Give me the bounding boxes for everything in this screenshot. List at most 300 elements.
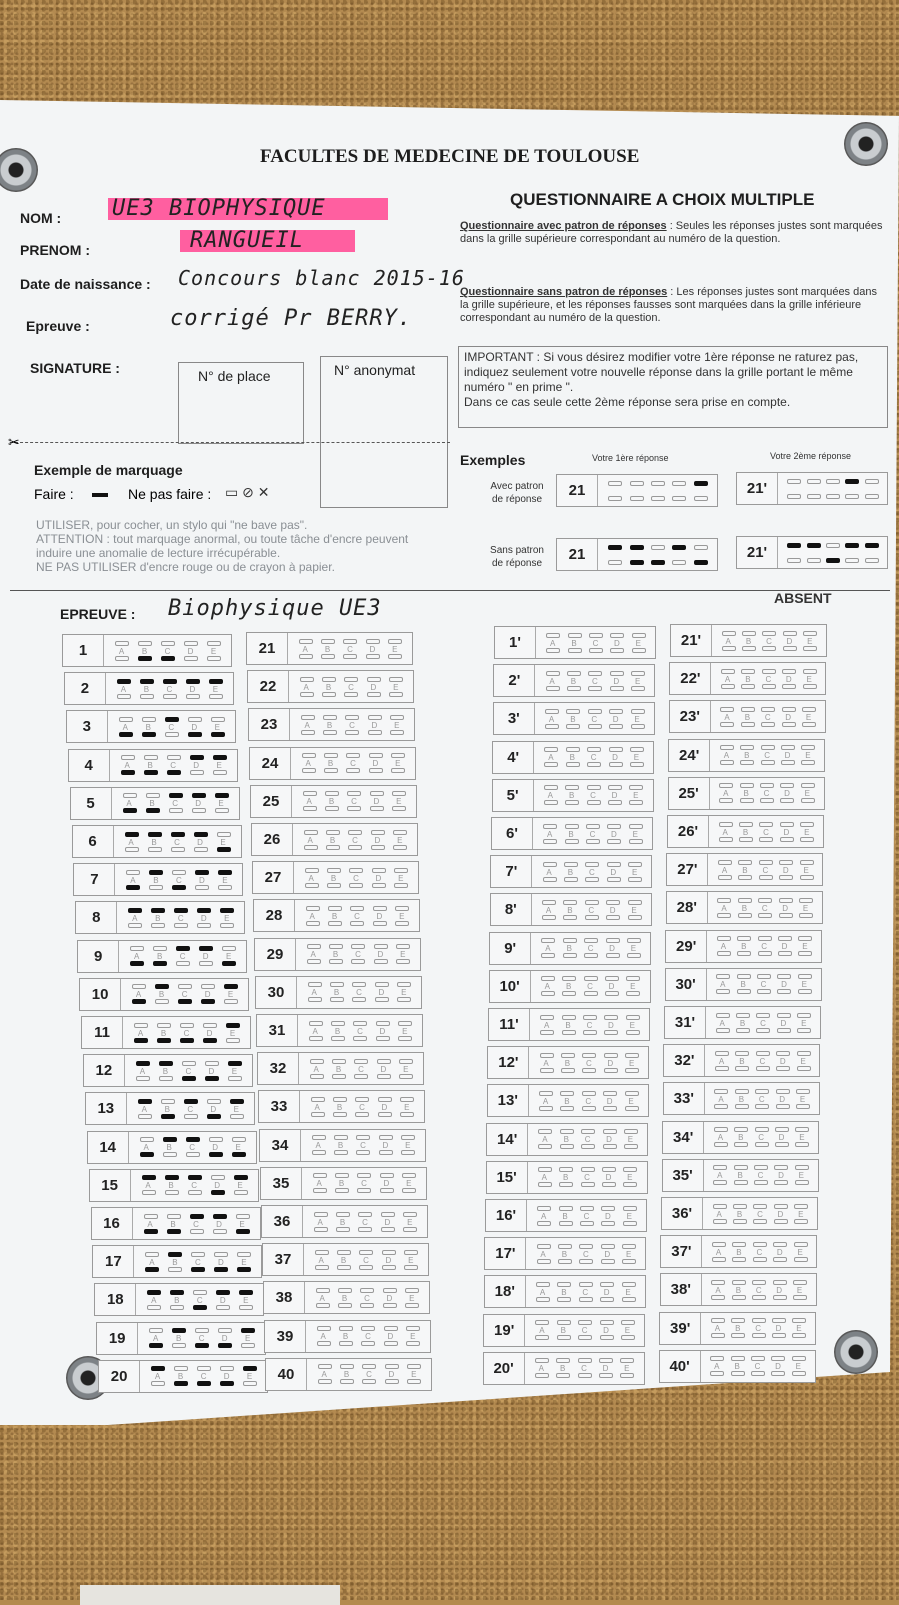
- answer-row[interactable]: [666, 891, 823, 924]
- answer-bubble-d[interactable]: D: [608, 708, 623, 730]
- answer-bubble-b[interactable]: B: [152, 945, 167, 967]
- answer-bubble-a[interactable]: A: [714, 1050, 729, 1072]
- answer-bubble-b[interactable]: B: [331, 1058, 346, 1080]
- answer-bubble-b[interactable]: B: [171, 1327, 186, 1349]
- answer-bubble-e[interactable]: E: [794, 1126, 809, 1148]
- answer-bubble-d[interactable]: D: [219, 1365, 234, 1387]
- answer-bubble-d[interactable]: D: [368, 752, 383, 774]
- answer-bubble-c[interactable]: C: [754, 1088, 769, 1110]
- answer-bubble-c[interactable]: C: [345, 752, 360, 774]
- answer-bubble-c[interactable]: C: [347, 829, 362, 851]
- answer-bubble-a[interactable]: A: [711, 1241, 726, 1263]
- answer-bubble-e[interactable]: E: [391, 790, 406, 812]
- answer-bubble-e[interactable]: E: [624, 1052, 639, 1074]
- answer-row[interactable]: [663, 1082, 820, 1115]
- answer-bubble-b[interactable]: B: [565, 746, 580, 768]
- answer-bubble-b[interactable]: B: [148, 869, 163, 891]
- answer-bubble-a[interactable]: A: [131, 983, 146, 1005]
- answer-row[interactable]: [264, 1320, 431, 1353]
- answer-bubble-d[interactable]: D: [772, 1279, 787, 1301]
- answer-bubble-c[interactable]: C: [355, 1134, 370, 1156]
- answer-bubble-b[interactable]: B: [736, 973, 751, 995]
- answer-bubble-a[interactable]: A: [715, 973, 730, 995]
- answer-bubble-c[interactable]: C: [758, 821, 773, 843]
- answer-row[interactable]: [484, 1275, 646, 1308]
- answer-bubble-e[interactable]: E: [240, 1327, 255, 1349]
- answer-bubble-d[interactable]: D: [602, 1128, 617, 1150]
- answer-bubble-b[interactable]: B: [730, 1355, 745, 1377]
- answer-bubble-b[interactable]: B: [730, 1317, 745, 1339]
- answer-bubble-a[interactable]: A: [719, 744, 734, 766]
- answer-bubble-c[interactable]: C: [584, 861, 599, 883]
- answer-bubble-a[interactable]: A: [114, 640, 129, 662]
- answer-bubble-a[interactable]: A: [545, 670, 560, 692]
- answer-bubble-a[interactable]: A: [712, 1164, 727, 1186]
- answer-bubble-e[interactable]: E: [387, 638, 402, 660]
- answer-bubble-e[interactable]: E: [800, 744, 815, 766]
- answer-bubble-d[interactable]: D: [382, 1287, 397, 1309]
- answer-bubble-c[interactable]: C: [582, 1014, 597, 1036]
- answer-bubble-b[interactable]: B: [156, 1022, 171, 1044]
- answer-row[interactable]: [263, 1281, 430, 1314]
- answer-bubble-a[interactable]: A: [537, 1128, 552, 1150]
- answer-row[interactable]: [670, 624, 827, 657]
- answer-row[interactable]: [666, 853, 823, 886]
- answer-bubble-b[interactable]: B: [326, 867, 341, 889]
- answer-bubble-a[interactable]: A: [299, 676, 314, 698]
- answer-bubble-b[interactable]: B: [325, 829, 340, 851]
- answer-row[interactable]: [64, 672, 234, 705]
- answer-bubble-c[interactable]: C: [584, 899, 599, 921]
- answer-bubble-b[interactable]: B: [332, 1096, 347, 1118]
- answer-bubble-a[interactable]: A: [307, 981, 322, 1003]
- answer-bubble-a[interactable]: A: [717, 859, 732, 881]
- answer-row[interactable]: [668, 777, 825, 810]
- answer-bubble-d[interactable]: D: [778, 897, 793, 919]
- answer-row[interactable]: [94, 1283, 264, 1316]
- answer-bubble-b[interactable]: B: [563, 861, 578, 883]
- answer-row[interactable]: [661, 1197, 818, 1230]
- answer-bubble-c[interactable]: C: [577, 1357, 592, 1379]
- answer-bubble-c[interactable]: C: [580, 1166, 595, 1188]
- answer-bubble-d[interactable]: D: [775, 1088, 790, 1110]
- answer-bubble-a[interactable]: A: [144, 1251, 159, 1273]
- answer-bubble-d[interactable]: D: [779, 782, 794, 804]
- answer-bubble-a[interactable]: A: [148, 1327, 163, 1349]
- answer-bubble-d[interactable]: D: [609, 632, 624, 654]
- answer-bubble-e[interactable]: E: [621, 1243, 636, 1265]
- answer-bubble-b[interactable]: B: [738, 821, 753, 843]
- answer-bubble-c[interactable]: C: [189, 1213, 204, 1235]
- answer-bubble-e[interactable]: E: [796, 1050, 811, 1072]
- answer-bubble-e[interactable]: E: [393, 867, 408, 889]
- answer-row[interactable]: [81, 1016, 251, 1049]
- answer-bubble-a[interactable]: A: [712, 1203, 727, 1225]
- answer-bubble-e[interactable]: E: [620, 1319, 635, 1341]
- answer-bubble-a[interactable]: A: [305, 905, 320, 927]
- answer-bubble-b[interactable]: B: [158, 1060, 173, 1082]
- answer-row[interactable]: [258, 1090, 425, 1123]
- answer-bubble-b[interactable]: B: [567, 632, 582, 654]
- answer-bubble-d[interactable]: D: [369, 790, 384, 812]
- answer-bubble-e[interactable]: E: [403, 1249, 418, 1271]
- answer-bubble-b[interactable]: B: [556, 1319, 571, 1341]
- answer-bubble-e[interactable]: E: [625, 975, 640, 997]
- answer-bubble-a[interactable]: A: [127, 907, 142, 929]
- answer-bubble-a[interactable]: A: [317, 1363, 332, 1385]
- answer-bubble-c[interactable]: C: [181, 1060, 196, 1082]
- answer-row[interactable]: [492, 741, 654, 774]
- answer-bubble-c[interactable]: C: [196, 1365, 211, 1387]
- answer-bubble-b[interactable]: B: [733, 1164, 748, 1186]
- answer-row[interactable]: [246, 632, 413, 665]
- answer-bubble-d[interactable]: D: [377, 1096, 392, 1118]
- answer-row[interactable]: [251, 823, 418, 856]
- answer-bubble-c[interactable]: C: [586, 784, 601, 806]
- answer-row[interactable]: [68, 749, 238, 782]
- answer-bubble-e[interactable]: E: [231, 1136, 246, 1158]
- answer-bubble-d[interactable]: D: [183, 640, 198, 662]
- answer-bubble-c[interactable]: C: [160, 640, 175, 662]
- answer-bubble-e[interactable]: E: [406, 1363, 421, 1385]
- answer-bubble-a[interactable]: A: [543, 784, 558, 806]
- answer-bubble-a[interactable]: A: [718, 821, 733, 843]
- answer-bubble-c[interactable]: C: [751, 1317, 766, 1339]
- answer-bubble-d[interactable]: D: [607, 784, 622, 806]
- answer-row[interactable]: [662, 1159, 819, 1192]
- answer-bubble-a[interactable]: A: [311, 1134, 326, 1156]
- answer-bubble-e[interactable]: E: [219, 907, 234, 929]
- answer-bubble-d[interactable]: D: [202, 1022, 217, 1044]
- answer-bubble-d[interactable]: D: [198, 945, 213, 967]
- answer-bubble-b[interactable]: B: [143, 754, 158, 776]
- answer-bubble-b[interactable]: B: [557, 1243, 572, 1265]
- answer-bubble-b[interactable]: B: [334, 1172, 349, 1194]
- answer-bubble-c[interactable]: C: [185, 1136, 200, 1158]
- answer-bubble-b[interactable]: B: [164, 1174, 179, 1196]
- answer-row[interactable]: [662, 1121, 819, 1154]
- answer-bubble-b[interactable]: B: [137, 640, 152, 662]
- answer-bubble-d[interactable]: D: [600, 1205, 615, 1227]
- answer-bubble-d[interactable]: D: [600, 1243, 615, 1265]
- answer-bubble-c[interactable]: C: [343, 676, 358, 698]
- answer-bubble-e[interactable]: E: [628, 823, 643, 845]
- answer-bubble-d[interactable]: D: [603, 1052, 618, 1074]
- answer-bubble-c[interactable]: C: [587, 708, 602, 730]
- answer-bubble-e[interactable]: E: [405, 1325, 420, 1347]
- answer-bubble-c[interactable]: C: [755, 1012, 770, 1034]
- answer-bubble-d[interactable]: D: [191, 792, 206, 814]
- answer-bubble-a[interactable]: A: [309, 1058, 324, 1080]
- answer-bubble-b[interactable]: B: [139, 678, 154, 700]
- answer-bubble-a[interactable]: A: [543, 746, 558, 768]
- answer-bubble-e[interactable]: E: [627, 861, 642, 883]
- answer-bubble-b[interactable]: B: [336, 1249, 351, 1271]
- answer-bubble-e[interactable]: E: [396, 981, 411, 1003]
- answer-bubble-c[interactable]: C: [583, 937, 598, 959]
- answer-bubble-c[interactable]: C: [346, 790, 361, 812]
- answer-row[interactable]: [484, 1237, 646, 1270]
- answer-bubble-e[interactable]: E: [398, 1058, 413, 1080]
- answer-row[interactable]: [486, 1161, 648, 1194]
- answer-row[interactable]: [265, 1358, 432, 1391]
- answer-bubble-d[interactable]: D: [781, 668, 796, 690]
- answer-row[interactable]: [489, 932, 651, 965]
- answer-bubble-b[interactable]: B: [167, 1251, 182, 1273]
- answer-bubble-c[interactable]: C: [164, 716, 179, 738]
- answer-bubble-b[interactable]: B: [162, 1136, 177, 1158]
- answer-bubble-d[interactable]: D: [606, 861, 621, 883]
- answer-row[interactable]: [62, 634, 232, 667]
- answer-bubble-d[interactable]: D: [379, 1172, 394, 1194]
- answer-bubble-a[interactable]: A: [120, 754, 135, 776]
- answer-bubble-e[interactable]: E: [236, 1251, 251, 1273]
- answer-bubble-b[interactable]: B: [145, 792, 160, 814]
- answer-bubble-a[interactable]: A: [135, 1060, 150, 1082]
- answer-bubble-e[interactable]: E: [629, 746, 644, 768]
- answer-bubble-e[interactable]: E: [791, 1355, 806, 1377]
- answer-bubble-a[interactable]: A: [129, 945, 144, 967]
- answer-bubble-b[interactable]: B: [739, 782, 754, 804]
- answer-bubble-d[interactable]: D: [193, 831, 208, 853]
- answer-bubble-d[interactable]: D: [381, 1249, 396, 1271]
- answer-bubble-d[interactable]: D: [194, 869, 209, 891]
- answer-bubble-a[interactable]: A: [542, 861, 557, 883]
- answer-bubble-d[interactable]: D: [604, 975, 619, 997]
- answer-bubble-c[interactable]: C: [760, 744, 775, 766]
- answer-bubble-a[interactable]: A: [538, 1090, 553, 1112]
- answer-bubble-a[interactable]: A: [316, 1325, 331, 1347]
- answer-bubble-a[interactable]: A: [122, 792, 137, 814]
- answer-bubble-b[interactable]: B: [338, 1325, 353, 1347]
- answer-bubble-e[interactable]: E: [798, 897, 813, 919]
- answer-bubble-c[interactable]: C: [761, 668, 776, 690]
- answer-bubble-d[interactable]: D: [215, 1289, 230, 1311]
- answer-bubble-b[interactable]: B: [741, 630, 756, 652]
- answer-bubble-d[interactable]: D: [384, 1363, 399, 1385]
- answer-row[interactable]: [483, 1352, 645, 1385]
- answer-bubble-b[interactable]: B: [740, 706, 755, 728]
- answer-bubble-e[interactable]: E: [397, 1020, 412, 1042]
- answer-bubble-d[interactable]: D: [380, 1211, 395, 1233]
- answer-bubble-b[interactable]: B: [154, 983, 169, 1005]
- answer-bubble-c[interactable]: C: [171, 869, 186, 891]
- answer-row[interactable]: [96, 1322, 266, 1355]
- answer-bubble-a[interactable]: A: [534, 1357, 549, 1379]
- answer-bubble-d[interactable]: D: [608, 746, 623, 768]
- answer-bubble-c[interactable]: C: [753, 1164, 768, 1186]
- answer-bubble-e[interactable]: E: [388, 676, 403, 698]
- answer-bubble-e[interactable]: E: [625, 1014, 640, 1036]
- answer-bubble-c[interactable]: C: [190, 1251, 205, 1273]
- answer-row[interactable]: [259, 1129, 426, 1162]
- answer-bubble-d[interactable]: D: [599, 1319, 614, 1341]
- answer-bubble-a[interactable]: A: [143, 1213, 158, 1235]
- answer-bubble-c[interactable]: C: [578, 1243, 593, 1265]
- answer-bubble-b[interactable]: B: [561, 975, 576, 997]
- answer-bubble-d[interactable]: D: [210, 1174, 225, 1196]
- answer-bubble-d[interactable]: D: [606, 823, 621, 845]
- answer-bubble-d[interactable]: D: [367, 714, 382, 736]
- answer-bubble-d[interactable]: D: [776, 973, 791, 995]
- answer-bubble-b[interactable]: B: [740, 668, 755, 690]
- answer-bubble-e[interactable]: E: [619, 1357, 634, 1379]
- answer-bubble-b[interactable]: B: [734, 1050, 749, 1072]
- answer-bubble-b[interactable]: B: [737, 897, 752, 919]
- answer-row[interactable]: [487, 1046, 649, 1079]
- answer-bubble-d[interactable]: D: [781, 706, 796, 728]
- answer-row[interactable]: [486, 1123, 648, 1156]
- answer-bubble-d[interactable]: D: [773, 1203, 788, 1225]
- answer-row[interactable]: [248, 708, 415, 741]
- answer-bubble-e[interactable]: E: [631, 632, 646, 654]
- answer-bubble-c[interactable]: C: [353, 1058, 368, 1080]
- answer-bubble-b[interactable]: B: [739, 744, 754, 766]
- answer-bubble-e[interactable]: E: [793, 1203, 808, 1225]
- answer-row[interactable]: [89, 1169, 259, 1202]
- answer-row[interactable]: [668, 739, 825, 772]
- answer-bubble-e[interactable]: E: [210, 716, 225, 738]
- answer-bubble-e[interactable]: E: [622, 1166, 637, 1188]
- answer-row[interactable]: [91, 1207, 261, 1240]
- answer-bubble-d[interactable]: D: [212, 1213, 227, 1235]
- answer-bubble-a[interactable]: A: [716, 897, 731, 919]
- answer-bubble-e[interactable]: E: [792, 1279, 807, 1301]
- answer-bubble-d[interactable]: D: [375, 1020, 390, 1042]
- answer-bubble-a[interactable]: A: [312, 1172, 327, 1194]
- answer-bubble-a[interactable]: A: [718, 782, 733, 804]
- answer-bubble-a[interactable]: A: [302, 790, 317, 812]
- answer-bubble-b[interactable]: B: [335, 1211, 350, 1233]
- answer-bubble-d[interactable]: D: [373, 943, 388, 965]
- answer-bubble-a[interactable]: A: [313, 1211, 328, 1233]
- answer-bubble-c[interactable]: C: [351, 981, 366, 1003]
- answer-row[interactable]: [255, 976, 422, 1009]
- answer-bubble-a[interactable]: A: [298, 638, 313, 660]
- answer-bubble-e[interactable]: E: [626, 937, 641, 959]
- answer-bubble-c[interactable]: C: [359, 1287, 374, 1309]
- answer-bubble-c[interactable]: C: [162, 678, 177, 700]
- answer-bubble-b[interactable]: B: [733, 1126, 748, 1148]
- answer-row[interactable]: [660, 1273, 817, 1306]
- answer-bubble-a[interactable]: A: [710, 1279, 725, 1301]
- answer-row[interactable]: [659, 1312, 816, 1345]
- answer-bubble-e[interactable]: E: [791, 1317, 806, 1339]
- answer-bubble-c[interactable]: C: [192, 1289, 207, 1311]
- answer-row[interactable]: [256, 1014, 423, 1047]
- answer-bubble-e[interactable]: E: [624, 1090, 639, 1112]
- answer-row[interactable]: [98, 1360, 268, 1393]
- answer-bubble-a[interactable]: A: [710, 1317, 725, 1339]
- answer-bubble-a[interactable]: A: [535, 1281, 550, 1303]
- answer-bubble-d[interactable]: D: [776, 1012, 791, 1034]
- answer-bubble-e[interactable]: E: [796, 1012, 811, 1034]
- answer-bubble-c[interactable]: C: [751, 1279, 766, 1301]
- answer-bubble-b[interactable]: B: [564, 823, 579, 845]
- answer-bubble-a[interactable]: A: [542, 823, 557, 845]
- answer-bubble-c[interactable]: C: [177, 983, 192, 1005]
- answer-bubble-c[interactable]: C: [342, 638, 357, 660]
- answer-bubble-b[interactable]: B: [321, 676, 336, 698]
- answer-bubble-c[interactable]: C: [581, 1090, 596, 1112]
- answer-row[interactable]: [257, 1052, 424, 1085]
- answer-bubble-d[interactable]: D: [773, 1164, 788, 1186]
- answer-bubble-d[interactable]: D: [770, 1355, 785, 1377]
- answer-row[interactable]: [73, 863, 243, 896]
- answer-bubble-d[interactable]: D: [772, 1241, 787, 1263]
- answer-bubble-c[interactable]: C: [577, 1319, 592, 1341]
- answer-bubble-d[interactable]: D: [206, 1098, 221, 1120]
- answer-bubble-c[interactable]: C: [754, 1126, 769, 1148]
- answer-bubble-d[interactable]: D: [599, 1281, 614, 1303]
- answer-bubble-a[interactable]: A: [534, 1319, 549, 1341]
- answer-bubble-d[interactable]: D: [371, 867, 386, 889]
- answer-row[interactable]: [72, 825, 242, 858]
- answer-bubble-c[interactable]: C: [578, 1281, 593, 1303]
- answer-bubble-d[interactable]: D: [779, 821, 794, 843]
- answer-bubble-b[interactable]: B: [558, 1166, 573, 1188]
- answer-bubble-e[interactable]: E: [392, 829, 407, 851]
- answer-bubble-d[interactable]: D: [378, 1134, 393, 1156]
- answer-row[interactable]: [83, 1054, 253, 1087]
- answer-bubble-e[interactable]: E: [390, 752, 405, 774]
- answer-bubble-b[interactable]: B: [731, 1241, 746, 1263]
- answer-bubble-b[interactable]: B: [558, 1205, 573, 1227]
- answer-row[interactable]: [490, 893, 652, 926]
- answer-row[interactable]: [490, 855, 652, 888]
- answer-bubble-e[interactable]: E: [400, 1134, 415, 1156]
- answer-bubble-e[interactable]: E: [802, 668, 817, 690]
- answer-bubble-c[interactable]: C: [349, 905, 364, 927]
- answer-bubble-b[interactable]: B: [734, 1088, 749, 1110]
- answer-bubble-b[interactable]: B: [560, 1052, 575, 1074]
- answer-row[interactable]: [75, 901, 245, 934]
- answer-bubble-a[interactable]: A: [545, 632, 560, 654]
- answer-row[interactable]: [92, 1245, 262, 1278]
- answer-bubble-b[interactable]: B: [322, 714, 337, 736]
- answer-bubble-c[interactable]: C: [755, 1050, 770, 1072]
- answer-bubble-a[interactable]: A: [301, 752, 316, 774]
- answer-bubble-d[interactable]: D: [605, 937, 620, 959]
- answer-row[interactable]: [483, 1314, 645, 1347]
- answer-bubble-a[interactable]: A: [716, 935, 731, 957]
- answer-bubble-d[interactable]: D: [601, 1166, 616, 1188]
- answer-bubble-d[interactable]: D: [775, 1050, 790, 1072]
- answer-bubble-e[interactable]: E: [208, 678, 223, 700]
- answer-bubble-b[interactable]: B: [160, 1098, 175, 1120]
- answer-bubble-c[interactable]: C: [587, 670, 602, 692]
- answer-row[interactable]: [87, 1131, 257, 1164]
- answer-bubble-e[interactable]: E: [797, 935, 812, 957]
- answer-bubble-c[interactable]: C: [170, 831, 185, 853]
- answer-bubble-c[interactable]: C: [756, 973, 771, 995]
- answer-bubble-e[interactable]: E: [627, 899, 642, 921]
- answer-bubble-b[interactable]: B: [141, 716, 156, 738]
- answer-bubble-d[interactable]: D: [771, 1317, 786, 1339]
- answer-bubble-d[interactable]: D: [374, 981, 389, 1003]
- answer-bubble-a[interactable]: A: [118, 716, 133, 738]
- answer-row[interactable]: [262, 1243, 429, 1276]
- answer-bubble-e[interactable]: E: [404, 1287, 419, 1309]
- answer-bubble-a[interactable]: A: [536, 1205, 551, 1227]
- answer-row[interactable]: [249, 747, 416, 780]
- answer-bubble-e[interactable]: E: [225, 1022, 240, 1044]
- answer-bubble-c[interactable]: C: [586, 746, 601, 768]
- answer-bubble-e[interactable]: E: [793, 1241, 808, 1263]
- answer-bubble-a[interactable]: A: [720, 668, 735, 690]
- answer-row[interactable]: [254, 938, 421, 971]
- answer-bubble-a[interactable]: A: [713, 1088, 728, 1110]
